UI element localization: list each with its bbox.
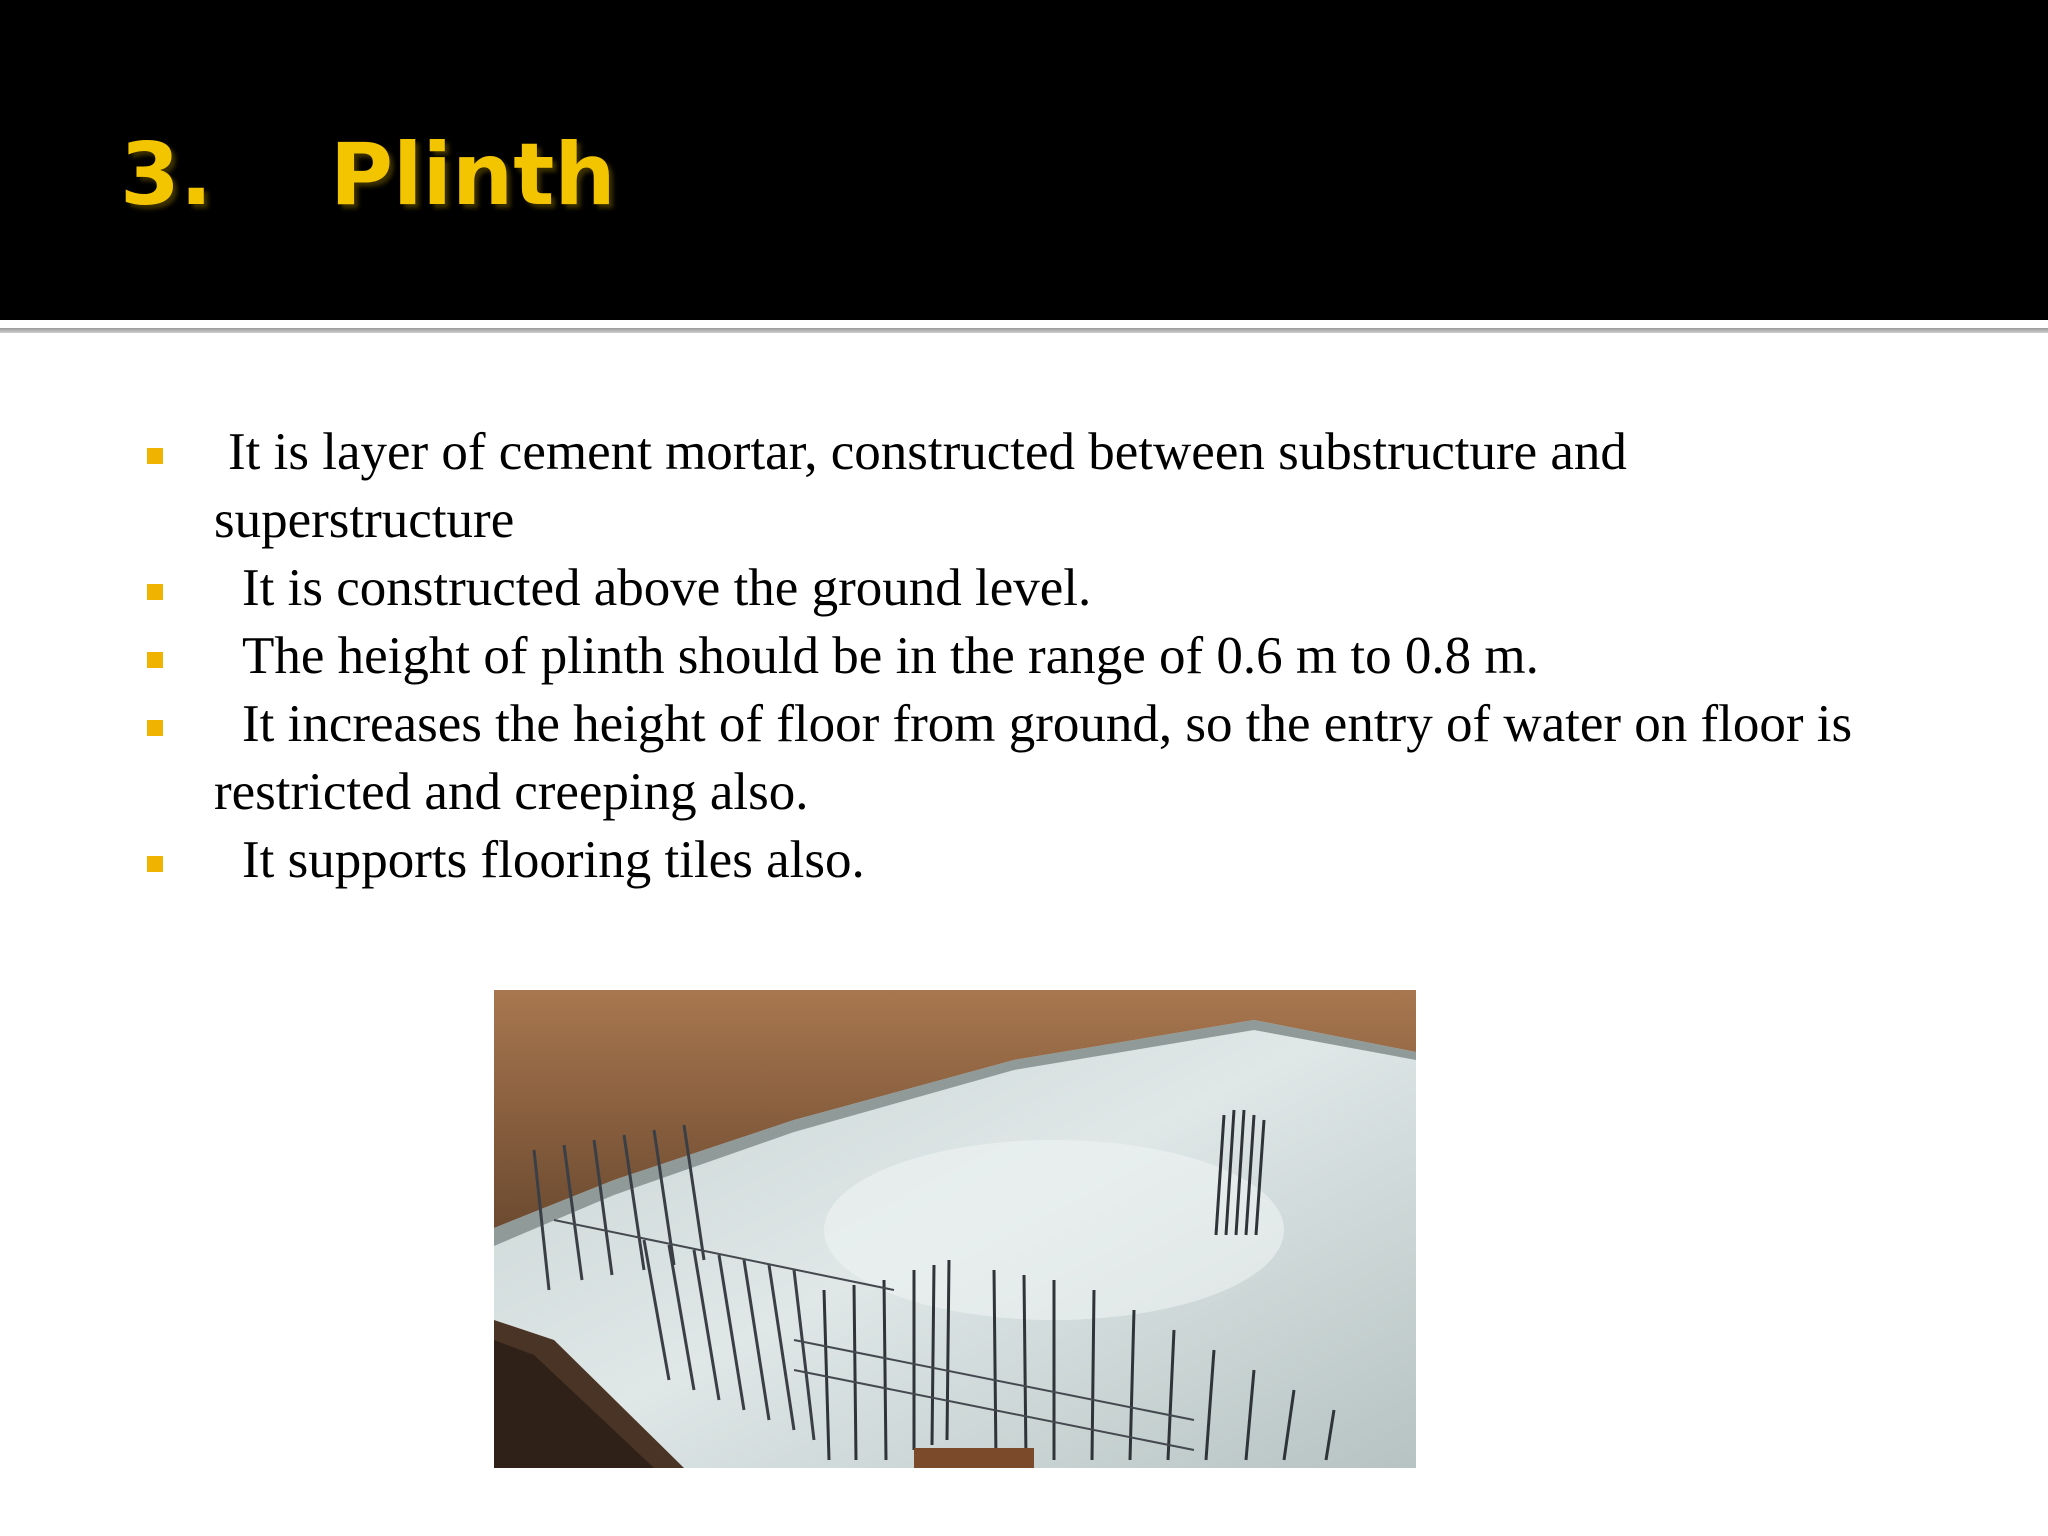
bullet-text: It supports flooring tiles also. xyxy=(242,831,865,889)
list-item xyxy=(140,554,1940,622)
bullet-text: The height of plinth should be in the range of 0.6 m to 0.8 m. xyxy=(242,627,1539,685)
square-bullet-icon xyxy=(147,720,163,736)
square-bullet-icon xyxy=(147,856,163,872)
list-item xyxy=(140,690,1940,826)
square-bullet-icon xyxy=(147,652,163,668)
bullet-text: It is constructed above the ground level. xyxy=(242,559,1092,617)
list-item xyxy=(140,622,1940,690)
bullet-text: It increases the height of floor from ground, so the entry of water on floor is restricted and creeping also. xyxy=(214,695,1853,821)
slide-number: 3. xyxy=(120,125,213,225)
header-divider xyxy=(0,328,2048,333)
list-item xyxy=(140,418,1940,554)
slide-title: Plinth xyxy=(330,125,616,225)
bullet-text: It is layer of cement mortar, constructed between substructure and superstructure xyxy=(214,423,1627,549)
bullet-list xyxy=(140,418,1940,894)
square-bullet-icon xyxy=(147,448,163,464)
title-bar xyxy=(0,0,2048,320)
list-item xyxy=(140,826,1940,894)
plinth-construction-photo xyxy=(494,990,1416,1468)
square-bullet-icon xyxy=(147,584,163,600)
